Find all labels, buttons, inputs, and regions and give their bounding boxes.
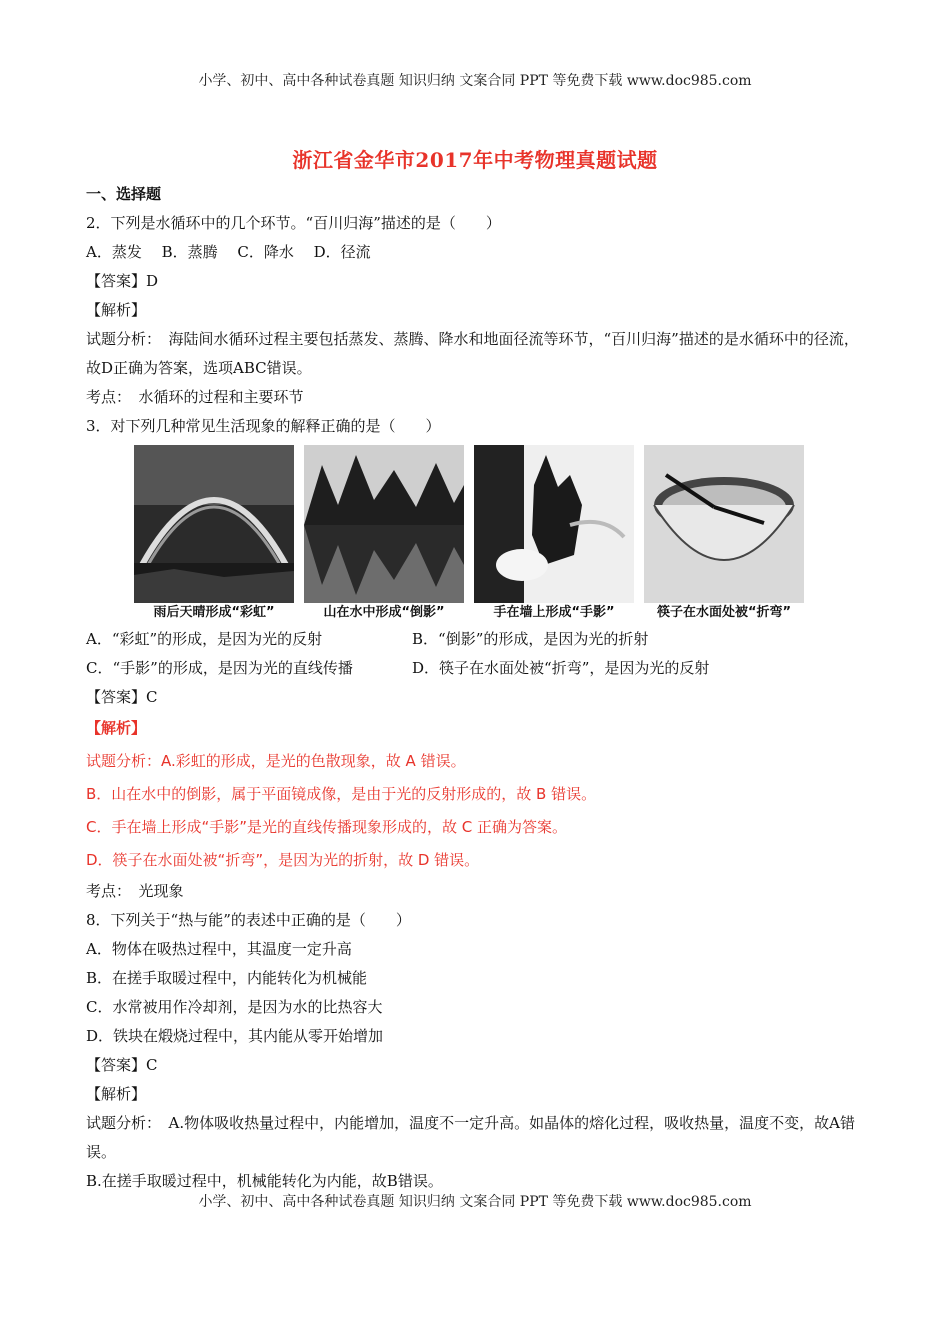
q8-option-c: C．水常被用作冷却剂，是因为水的比热容大 [86,998,383,1016]
hand-shadow-photo [474,445,634,623]
q3-analysis-line: D．筷子在水面处被“折弯”，是因为光的折射，故 D 错误。 [86,851,480,869]
hand-shadow-caption: 手在墙上形成“手影” [474,603,634,623]
q2-kaodian: 考点： 水循环的过程和主要环节 [86,388,304,406]
q2-stem: 2．下列是水循环中的几个环节。“百川归海”描述的是（ ） [86,214,501,232]
q3-options-row-1 [86,625,866,654]
q2-analysis-label: 【解析】 [86,301,147,319]
q8-analysis-label: 【解析】 [86,1085,147,1103]
hand-shadow-image [474,445,634,603]
rainbow-photo [134,445,294,623]
q3-analysis-line: 试题分析：A.彩虹的形成，是光的色散现象，故 A 错误。 [86,752,466,770]
q3-answer: 【答案】C [86,688,158,706]
q3-kaodian: 考点： 光现象 [86,882,184,900]
page-title: 浙江省金华市2017年中考物理真题试题 [292,148,658,172]
q3-stem: 3．对下列几种常见生活现象的解释正确的是（ ） [86,417,441,435]
q3-figure-row [134,443,866,623]
q2-analysis: 试题分析： 海陆间水循环过程主要包括蒸发、蒸腾、降水和地面径流等环节，“百川归海”描述的是水循环中的径流，故D正确为答案，选项ABC错误。 [86,330,859,377]
q3-options-row-2 [86,654,866,683]
q8-answer: 【答案】C [86,1056,158,1074]
q8-option-b: B．在搓手取暖过程中，内能转化为机械能 [86,969,368,987]
q3-option-d: D．筷子在水面处被“折弯”，是因为光的反射 [412,659,710,677]
q3-analysis-line: C．手在墙上形成“手影”是光的直线传播现象形成的，故 C 正确为答案。 [86,818,568,836]
chopsticks-caption: 筷子在水面处被“折弯” [644,603,804,623]
page-footer: 小学、初中、高中各种试卷真题 知识归纳 文案合同 PPT 等免费下载 www.doc985.com [198,1194,752,1210]
q8-option-d: D．铁块在煅烧过程中，其内能从零开始增加 [86,1027,384,1045]
rainbow-caption: 雨后天晴形成“彩虹” [134,603,294,623]
reflection-photo [304,445,464,623]
q8-analysis: 试题分析： A.物体吸收热量过程中，内能增加，温度不一定升高。如晶体的熔化过程，吸收热量，温度不变，故A错误。 [86,1114,855,1161]
q3-option-c: C．“手影”的形成，是因为光的直线传播 [86,659,353,677]
page-header: 小学、初中、高中各种试卷真题 知识归纳 文案合同 PPT 等免费下载 www.doc985.com [198,73,752,89]
document-body [86,180,866,1196]
q3-analysis-line: B．山在水中的倒影，属于平面镜成像，是由于光的反射形成的，故 B 错误。 [86,785,597,803]
q8-stem: 8．下列关于“热与能”的表述中正确的是（ ） [86,911,411,929]
reflection-caption: 山在水中形成“倒影” [304,603,464,623]
q2-options: A．蒸发 B．蒸腾 C．降水 D．径流 [86,243,371,261]
q8-option-a: A．物体在吸热过程中，其温度一定升高 [86,940,352,958]
q3-option-a: A．“彩虹”的形成，是因为光的反射 [86,630,323,648]
bowl-chopsticks-image [644,445,804,603]
q2-answer: 【答案】D [86,272,159,290]
q3-analysis-label: 【解析】 [86,719,147,737]
q8-analysis-last: B.在搓手取暖过程中，机械能转化为内能，故B错误。 [86,1172,443,1190]
q3-analysis-block [86,712,866,877]
section-heading: 一、选择题 [86,185,162,203]
chopsticks-photo [644,445,804,623]
mountain-reflection-image [304,445,464,603]
rainbow-image [134,445,294,603]
q3-option-b: B．“倒影”的形成，是因为光的折射 [412,630,649,648]
